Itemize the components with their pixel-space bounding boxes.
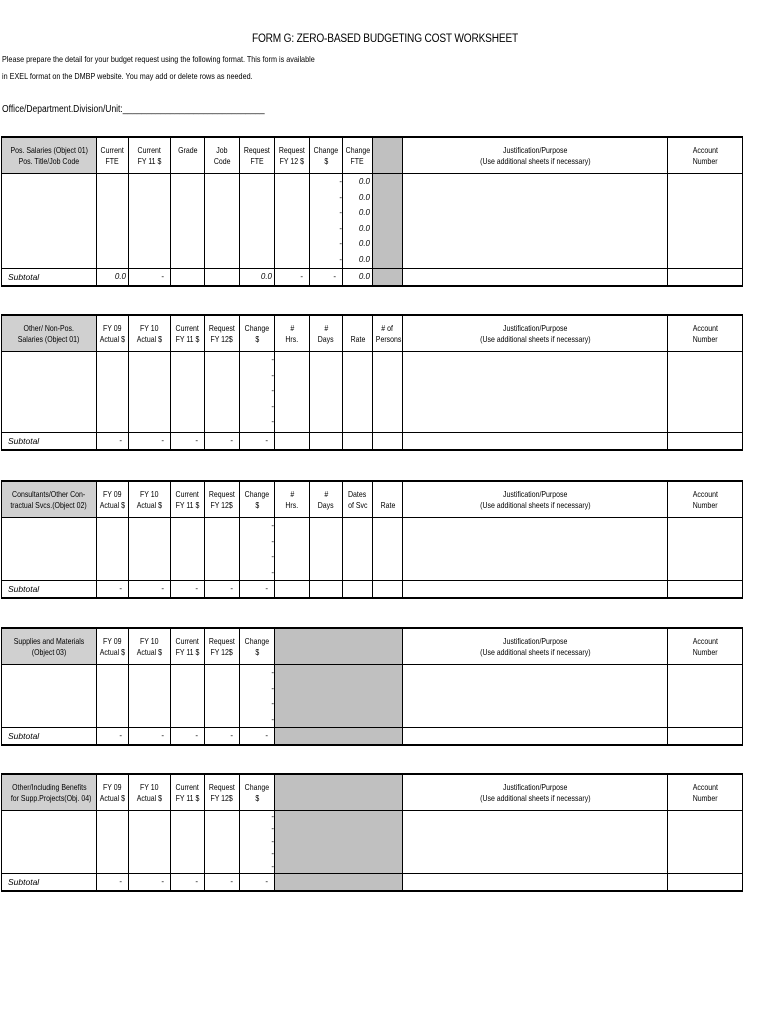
data-entry-cell[interactable] [310, 352, 343, 433]
subtotal-empty [403, 581, 668, 599]
subtotal-current: - [171, 874, 205, 892]
subtotal-empty [668, 433, 743, 451]
header-sub: (Use additional sheets if necessary) [403, 646, 668, 665]
hrs-header: # [275, 481, 310, 499]
data-entry-cell[interactable] [129, 665, 171, 728]
cell-value: - [339, 177, 342, 186]
shaded-header-cell [275, 646, 403, 665]
data-entry-cell[interactable] [373, 518, 403, 581]
instruction-line-1: Please prepare the detail for your budget request using the following format. This form is available [2, 54, 315, 64]
header-sub: Salaries (Object 01) [2, 333, 97, 352]
change-column [240, 665, 275, 728]
header-sub: (Use additional sheets if necessary) [403, 333, 668, 352]
subtotal-fy10: - [129, 433, 171, 451]
header-sub: Actual $ [97, 646, 129, 665]
header-sub: Actual $ [129, 646, 171, 665]
subtotal-change: - [240, 433, 275, 451]
cell-value: 0.0 [358, 254, 370, 264]
justification-header: Justification/Purpose [403, 774, 668, 792]
shaded-cell [373, 269, 403, 287]
data-entry-cell[interactable] [373, 352, 403, 433]
benefits-header: Other/Including Benefits [2, 774, 97, 792]
data-entry-cell[interactable] [129, 174, 171, 269]
change-header: Change [240, 481, 275, 499]
data-entry-cell[interactable] [129, 518, 171, 581]
cell-value: 0.0 [358, 223, 370, 233]
request-fy12-header: Request [275, 137, 310, 155]
shaded-cell [275, 874, 403, 892]
header-sub: (Object 03) [2, 646, 97, 665]
shaded-header-cell [373, 155, 403, 174]
header-sub: FY 12$ [205, 499, 240, 518]
shaded-header-cell [275, 628, 403, 646]
cell-value: - [271, 812, 274, 821]
header-sub: (Use additional sheets if necessary) [403, 155, 668, 174]
header-sub: Number [668, 792, 743, 811]
subtotal-change-dollar: - [310, 269, 343, 287]
data-entry-cell[interactable] [343, 352, 373, 433]
change-column [240, 811, 275, 874]
change-dollar-column [310, 174, 343, 269]
header-sub: FY 11 $ [171, 792, 205, 811]
data-entry-cell[interactable] [275, 518, 310, 581]
fy10-header: FY 10 [129, 315, 171, 333]
cell-value: - [271, 536, 274, 546]
subtotal-empty [668, 728, 743, 746]
request-header: Request [205, 481, 240, 499]
subtotal-empty [275, 433, 310, 451]
change-column [240, 352, 275, 433]
justification-entry[interactable] [403, 665, 668, 728]
fy09-header: FY 09 [97, 774, 129, 792]
data-entry-cell[interactable] [171, 811, 205, 874]
rate-header [373, 481, 403, 499]
cell-value: - [271, 355, 274, 364]
header-sub: FY 11 $ [171, 646, 205, 665]
data-entry-cell[interactable] [2, 811, 97, 874]
subtotal-current-fy11: - [129, 269, 171, 287]
supplies-header: Supplies and Materials [2, 628, 97, 646]
account-header: Account [668, 137, 743, 155]
header-sub: Persons [373, 333, 403, 352]
subtotal-empty [668, 874, 743, 892]
rate-header [343, 315, 373, 333]
header-sub: FY 12$ [205, 646, 240, 665]
data-entry-cell[interactable] [97, 352, 129, 433]
header-sub: Number [668, 646, 743, 665]
change-fte-column [343, 174, 373, 269]
justification-header: Justification/Purpose [403, 137, 668, 155]
request-header: Request [205, 315, 240, 333]
header-sub: Actual $ [97, 499, 129, 518]
current-header: Current [171, 481, 205, 499]
cell-value: 0.0 [358, 239, 370, 248]
form-title: FORM G: ZERO-BASED BUDGETING COST WORKSHEET [251, 33, 519, 45]
header-sub: FTE [97, 155, 129, 174]
subtotal-request: - [205, 874, 240, 892]
current-fte-header: Current [97, 137, 129, 155]
data-entry-cell[interactable] [205, 174, 240, 269]
shaded-cell [275, 811, 403, 874]
shaded-header-cell [275, 792, 403, 811]
header-sub: Actual $ [129, 499, 171, 518]
subtotal-fy10: - [129, 581, 171, 599]
header-sub: FY 11 $ [171, 333, 205, 352]
fy09-header: FY 09 [97, 315, 129, 333]
cell-value: - [271, 552, 274, 561]
subtotal-job-code [205, 269, 240, 287]
current-header: Current [171, 774, 205, 792]
shaded-cell [373, 174, 403, 269]
subtotal-request: - [205, 581, 240, 599]
subtotal-fy10: - [129, 874, 171, 892]
subtotal-change: - [240, 581, 275, 599]
instruction-line-2: in EXEL format on the DMBP website. You may add or delete rows as needed. [2, 71, 253, 81]
fy09-header: FY 09 [97, 628, 129, 646]
data-entry-cell[interactable] [171, 174, 205, 269]
header-sub: (Use additional sheets if necessary) [403, 499, 668, 518]
header-sub: Actual $ [129, 792, 171, 811]
data-entry-cell[interactable] [129, 352, 171, 433]
current-header: Current [171, 315, 205, 333]
cell-value: - [339, 254, 342, 264]
office-department-field[interactable]: Office/Department.Division/Unit:______________________________ [2, 104, 265, 115]
subtotal-label: Subtotal [2, 874, 97, 892]
subtotal-empty [668, 581, 743, 599]
header-sub: $ [240, 792, 275, 811]
data-entry-cell[interactable] [129, 811, 171, 874]
days-header: # [310, 315, 343, 333]
data-entry-cell[interactable] [205, 665, 240, 728]
data-entry-cell[interactable] [171, 352, 205, 433]
subtotal-request-fy12: - [275, 269, 310, 287]
subtotal-empty [310, 581, 343, 599]
data-entry-cell[interactable] [310, 518, 343, 581]
hrs-header: # [275, 315, 310, 333]
subtotal-current: - [171, 728, 205, 746]
subtotal-label: Subtotal [2, 433, 97, 451]
account-entry[interactable] [668, 352, 743, 433]
subtotal-request: - [205, 433, 240, 451]
subtotal-justification [403, 269, 668, 287]
justification-entry[interactable] [403, 518, 668, 581]
change-fte-header: Change [343, 137, 373, 155]
account-header: Account [668, 628, 743, 646]
account-header: Account [668, 315, 743, 333]
account-entry[interactable] [668, 811, 743, 874]
cell-value: - [271, 386, 274, 395]
cell-value: - [271, 401, 274, 411]
justification-entry[interactable] [403, 174, 668, 269]
data-entry-cell[interactable] [2, 518, 97, 581]
header-sub: Days [310, 333, 343, 352]
subtotal-grade [171, 269, 205, 287]
header-sub: Actual $ [97, 333, 129, 352]
subtotal-label: Subtotal [2, 728, 97, 746]
supplies-table [1, 627, 743, 746]
change-header: Change [240, 774, 275, 792]
header-sub [171, 155, 205, 174]
days-header: # [310, 481, 343, 499]
request-header: Request [205, 774, 240, 792]
cell-value: 0.0 [358, 192, 370, 202]
subtotal-fy09: - [97, 433, 129, 451]
non-pos-salaries-table [1, 314, 743, 451]
header-sub: Rate [373, 499, 403, 518]
data-entry-cell[interactable] [205, 518, 240, 581]
subtotal-change-fte: 0.0 [343, 269, 373, 287]
subtotal-fy10: - [129, 728, 171, 746]
header-sub: (Use additional sheets if necessary) [403, 792, 668, 811]
header-sub: FY 12$ [205, 333, 240, 352]
cell-value: - [271, 683, 274, 693]
cell-value: - [271, 521, 274, 530]
change-dollar-header: Change [310, 137, 343, 155]
justification-entry[interactable] [403, 352, 668, 433]
header-sub: Number [668, 333, 743, 352]
data-entry-cell[interactable] [275, 352, 310, 433]
account-header: Account [668, 481, 743, 499]
data-entry-cell[interactable] [97, 518, 129, 581]
subtotal-current-fte: 0.0 [97, 269, 129, 287]
header-sub: tractual Svcs.(Object 02) [2, 499, 97, 518]
header-sub: Hrs. [275, 499, 310, 518]
subtotal-empty [373, 581, 403, 599]
subtotal-fy09: - [97, 581, 129, 599]
header-sub: Actual $ [97, 792, 129, 811]
data-entry-cell[interactable] [2, 352, 97, 433]
benefits-table [1, 773, 743, 892]
subtotal-empty [343, 433, 373, 451]
subtotal-empty [343, 581, 373, 599]
subtotal-label: Subtotal [2, 581, 97, 599]
subtotal-request: - [205, 728, 240, 746]
cell-value: - [271, 836, 274, 846]
subtotal-empty [275, 581, 310, 599]
cell-value: - [271, 370, 274, 380]
justification-header: Justification/Purpose [403, 628, 668, 646]
data-entry-cell[interactable] [205, 352, 240, 433]
pos-salaries-header: Pos. Salaries (Object 01) [2, 137, 97, 155]
persons-header: # of [373, 315, 403, 333]
request-fte-header: Request [240, 137, 275, 155]
subtotal-empty [373, 433, 403, 451]
header-sub: Days [310, 499, 343, 518]
data-entry-cell[interactable] [171, 665, 205, 728]
subtotal-current: - [171, 433, 205, 451]
header-sub: $ [240, 499, 275, 518]
change-column [240, 518, 275, 581]
header-sub: Number [668, 155, 743, 174]
header-sub: FTE [240, 155, 275, 174]
subtotal-fy09: - [97, 874, 129, 892]
subtotal-request-fte: 0.0 [240, 269, 275, 287]
cell-value: 0.0 [358, 208, 370, 217]
shaded-cell [275, 665, 403, 728]
current-fy11-header: Current [129, 137, 171, 155]
header-sub: for Supp.Projects(Obj. 04) [2, 792, 97, 811]
cell-value: - [339, 239, 342, 248]
cell-value: - [271, 714, 274, 724]
account-entry[interactable] [668, 518, 743, 581]
justification-header: Justification/Purpose [403, 481, 668, 499]
grade-header: Grade [171, 137, 205, 155]
shaded-header-cell [275, 774, 403, 792]
fy10-header: FY 10 [129, 481, 171, 499]
header-sub: $ [310, 155, 343, 174]
cell-value: - [271, 668, 274, 677]
subtotal-current: - [171, 581, 205, 599]
shaded-cell [275, 728, 403, 746]
account-entry[interactable] [668, 665, 743, 728]
data-entry-cell[interactable] [2, 665, 97, 728]
data-entry-cell[interactable] [240, 174, 275, 269]
header-sub: FY 12$ [205, 792, 240, 811]
data-entry-cell[interactable] [97, 811, 129, 874]
header-sub: FY 11 $ [171, 499, 205, 518]
justification-entry[interactable] [403, 811, 668, 874]
data-entry-cell[interactable] [205, 811, 240, 874]
request-header: Request [205, 628, 240, 646]
header-sub: Hrs. [275, 333, 310, 352]
cell-value: - [339, 192, 342, 202]
current-header: Current [171, 628, 205, 646]
consultants-header: Consultants/Other Con- [2, 481, 97, 499]
data-entry-cell[interactable] [97, 174, 129, 269]
data-entry-cell[interactable] [343, 518, 373, 581]
pos-title-header: Pos. Title/Job Code [2, 155, 97, 174]
cell-value: - [271, 417, 274, 426]
subtotal-change: - [240, 728, 275, 746]
header-sub: of Svc [343, 499, 373, 518]
subtotal-empty [403, 728, 668, 746]
change-header: Change [240, 628, 275, 646]
shaded-header-cell [373, 137, 403, 155]
cell-value: - [271, 824, 274, 834]
subtotal-empty [403, 874, 668, 892]
justification-header: Justification/Purpose [403, 315, 668, 333]
cell-value: - [339, 223, 342, 233]
job-code-header: Job [205, 137, 240, 155]
cell-value: - [339, 208, 342, 217]
cell-value: - [271, 849, 274, 859]
cell-value: - [271, 699, 274, 708]
consultants-table [1, 480, 743, 599]
header-sub: Code [205, 155, 240, 174]
data-entry-cell[interactable] [171, 518, 205, 581]
subtotal-empty [310, 433, 343, 451]
change-header: Change [240, 315, 275, 333]
account-header: Account [668, 774, 743, 792]
subtotal-change: - [240, 874, 275, 892]
pos-salaries-table [1, 136, 743, 287]
header-sub: Actual $ [129, 333, 171, 352]
cell-value: - [271, 861, 274, 871]
data-entry-cell[interactable] [97, 665, 129, 728]
subtotal-empty [403, 433, 668, 451]
header-sub: Rate [343, 333, 373, 352]
subtotal-label: Subtotal [2, 269, 97, 287]
fy09-header: FY 09 [97, 481, 129, 499]
cell-value: 0.0 [358, 177, 370, 186]
header-sub: FY 12 $ [275, 155, 310, 174]
header-sub: $ [240, 646, 275, 665]
dates-header: Dates [343, 481, 373, 499]
header-sub: $ [240, 333, 275, 352]
fy10-header: FY 10 [129, 628, 171, 646]
fy10-header: FY 10 [129, 774, 171, 792]
account-entry[interactable] [668, 174, 743, 269]
header-sub: FY 11 $ [129, 155, 171, 174]
subtotal-account [668, 269, 743, 287]
header-sub: FTE [343, 155, 373, 174]
subtotal-fy09: - [97, 728, 129, 746]
data-entry-cell[interactable] [2, 174, 97, 269]
cell-value: - [271, 567, 274, 577]
non-pos-salaries-header: Other/ Non-Pos. [2, 315, 97, 333]
header-sub: Number [668, 499, 743, 518]
data-entry-cell[interactable] [275, 174, 310, 269]
